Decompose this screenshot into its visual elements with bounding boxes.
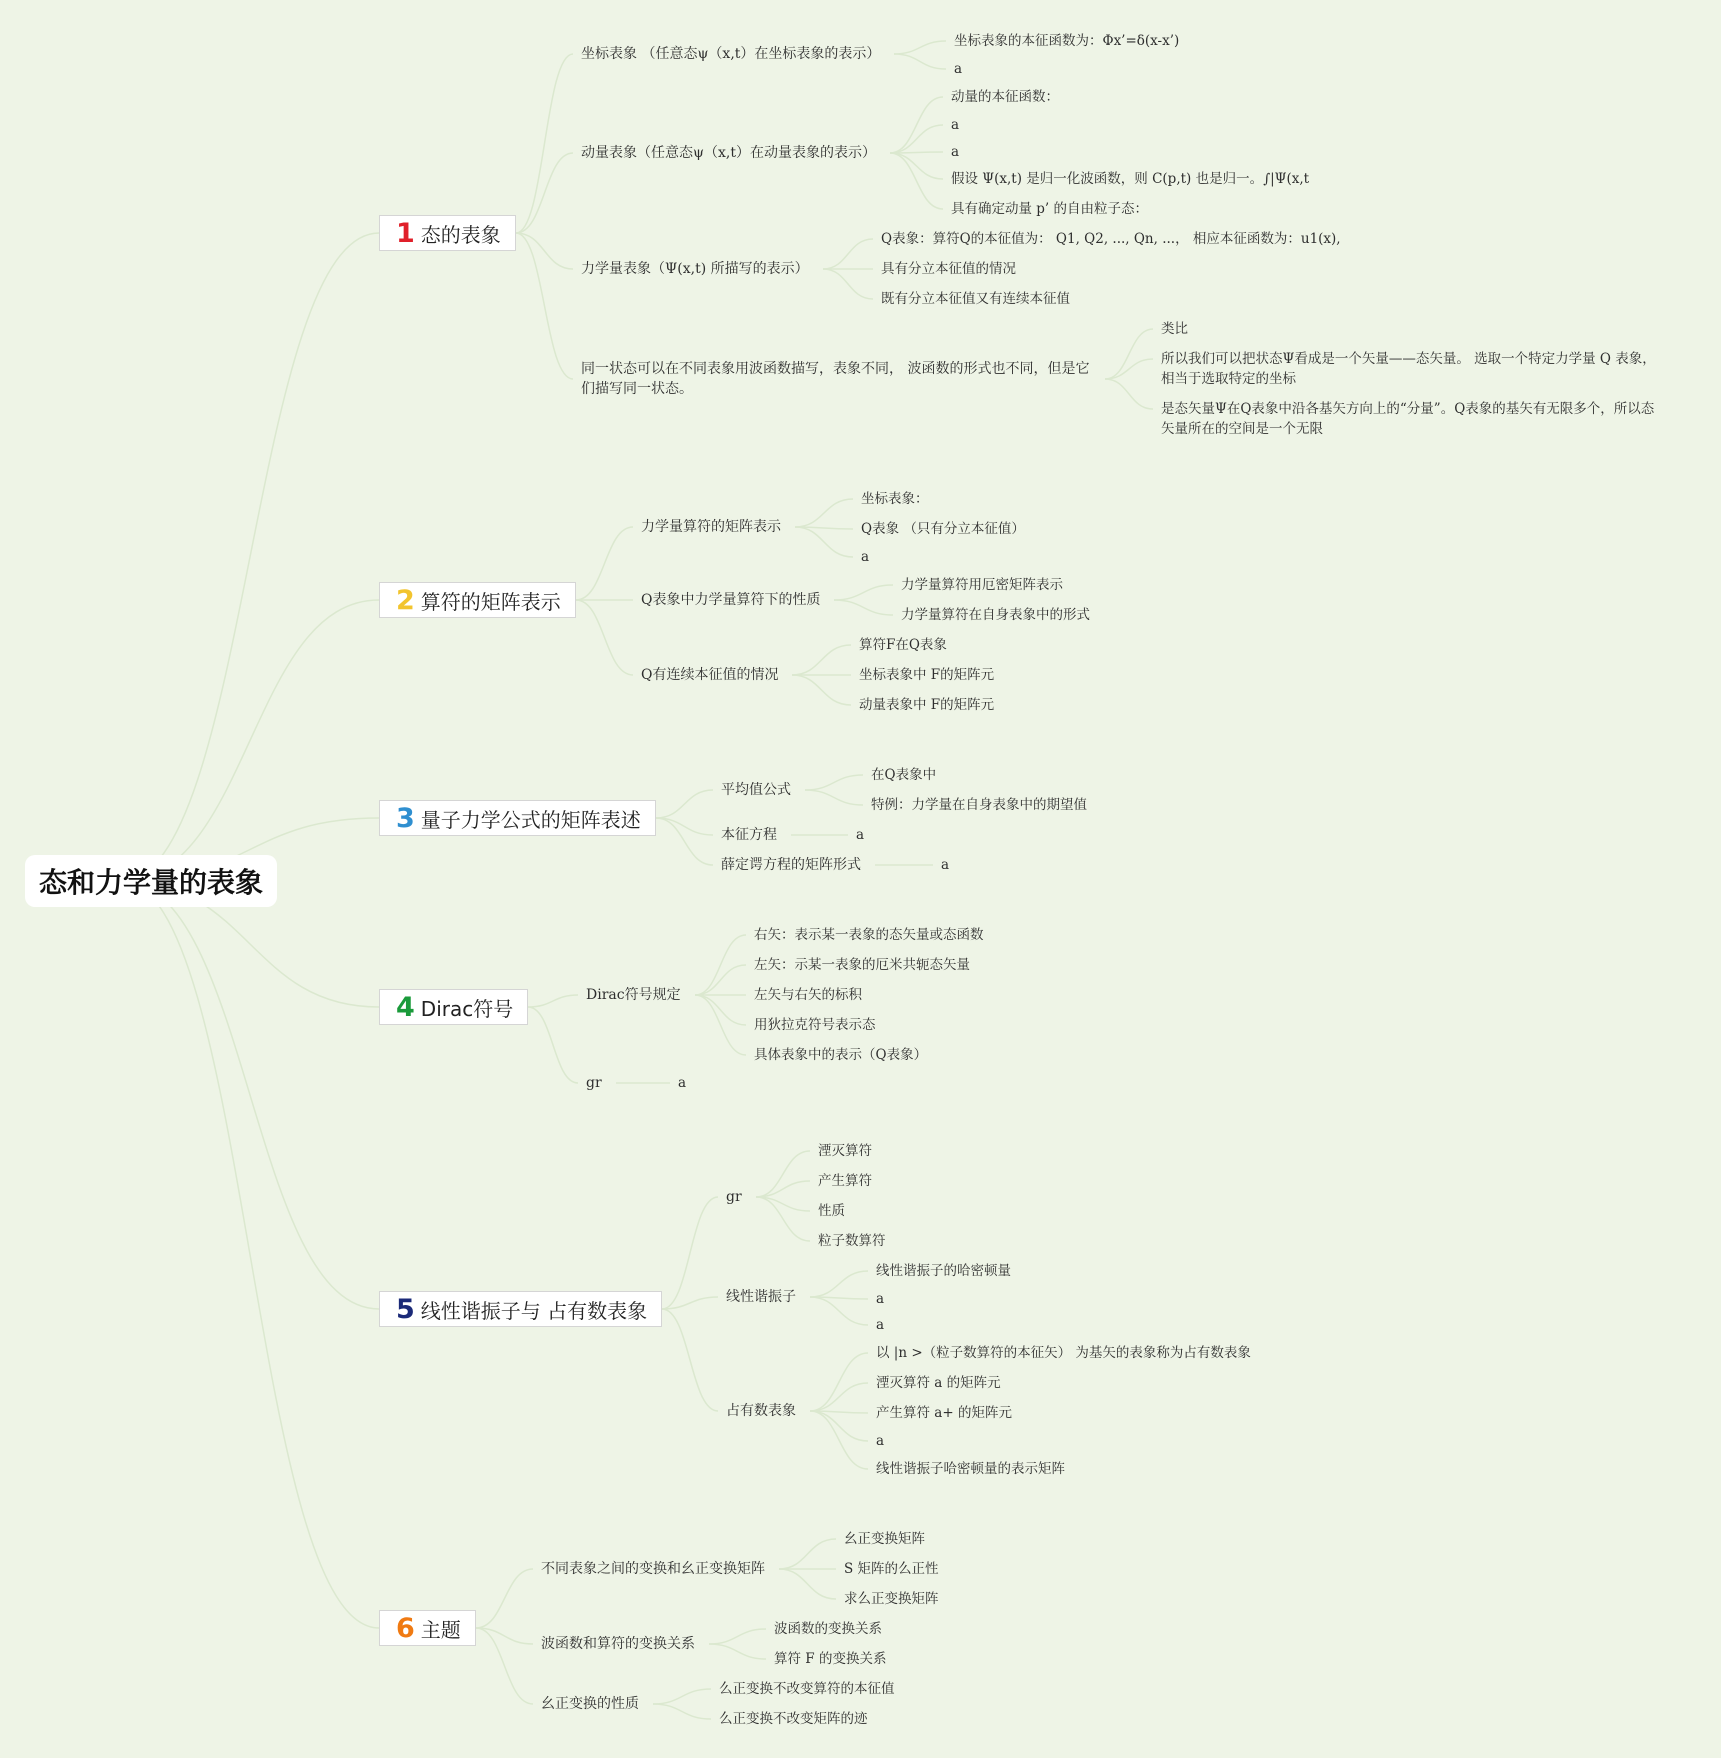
connector-line [695, 965, 746, 995]
leaf-node[interactable]: 么正变换不改变矩阵的迹 [719, 1711, 868, 1727]
leaf-node[interactable]: 具体表象中的表示（Q表象） [754, 1047, 928, 1063]
leaf-node[interactable]: 具有确定动量 p’ 的自由粒子态： [951, 201, 1149, 217]
leaf-node[interactable]: 类比 [1161, 321, 1188, 337]
leaf-node[interactable]: 波函数的变换关系 [774, 1621, 882, 1637]
subtopic[interactable]: Q有连续本征值的情况 [641, 667, 779, 683]
leaf-node[interactable]: 特例：力学量在自身表象中的期望值 [871, 797, 1087, 813]
connector-line [653, 1704, 711, 1719]
leaf-node[interactable]: 力学量算符用厄密矩阵表示 [901, 577, 1063, 593]
leaf-node[interactable]: 算符 F 的变换关系 [774, 1651, 887, 1667]
main-topic-5[interactable] [379, 1291, 662, 1327]
leaf-node[interactable]: a [954, 61, 963, 77]
leaf-node[interactable]: 在Q表象中 [871, 767, 937, 783]
connector-line [695, 995, 746, 1055]
subtopic[interactable]: 力学量算符的矩阵表示 [641, 519, 781, 535]
subtopic[interactable]: gr [726, 1189, 742, 1205]
leaf-node[interactable]: Q表象：算符Q的本征值为： Q1, Q2, ..., Qn, ...， 相应本征函数为：u1(x), [881, 231, 1341, 247]
subtopic[interactable]: 动量表象（任意态ψ（x,t）在动量表象的表示） [581, 145, 876, 161]
connector-line [792, 645, 851, 675]
leaf-node[interactable]: 动量的本征函数： [951, 89, 1059, 105]
connector-line [756, 1151, 810, 1197]
subtopic[interactable]: 薛定谔方程的矩阵形式 [721, 857, 861, 873]
connector-line [695, 995, 746, 1025]
topic-label: 线性谐振子与 占有数表象 [420, 1298, 648, 1323]
connector-line [1105, 359, 1153, 379]
connector-line [516, 153, 573, 233]
connector-line [779, 1539, 836, 1569]
leaf-node[interactable]: 以 |n >（粒子数算符的本征矢） 为基矢的表象称为占有数表象 [876, 1345, 1251, 1361]
connector-line [1105, 329, 1153, 379]
connector-line [528, 995, 578, 1007]
leaf-node[interactable]: 力学量算符在自身表象中的形式 [901, 607, 1090, 623]
connector-line [890, 125, 943, 153]
subtopic[interactable]: 本征方程 [721, 827, 777, 843]
connector-line [656, 818, 713, 835]
connector-line [656, 818, 713, 865]
connector-line [805, 775, 863, 790]
topic-number: 2 [396, 584, 415, 616]
connector-line [890, 153, 943, 179]
leaf-node[interactable]: 坐标表象的本征函数为：Φx’=δ(x-x’) [954, 33, 1180, 49]
leaf-node[interactable]: a [876, 1317, 885, 1333]
leaf-node[interactable]: 假设 Ψ(x,t) 是归一化波函数，则 C(p,t) 也是归一。∫|Ψ(x,t [951, 171, 1310, 187]
connector-line [516, 54, 573, 233]
leaf-node[interactable]: a [951, 144, 960, 160]
connector-line [792, 675, 851, 705]
connector-line [662, 1297, 718, 1309]
leaf-node[interactable]: 产生算符 a+ 的矩阵元 [876, 1405, 1012, 1421]
main-topic-3[interactable] [379, 800, 656, 836]
connector-line [121, 233, 379, 881]
connector-line [476, 1628, 533, 1704]
connector-line [779, 1569, 836, 1599]
connector-line [810, 1383, 868, 1411]
connector-line [890, 153, 943, 209]
subtopic[interactable]: 波函数和算符的变换关系 [541, 1636, 695, 1652]
leaf-node[interactable]: 左矢：示某一表象的厄米共轭态矢量 [754, 957, 970, 973]
connector-line [709, 1629, 766, 1644]
leaf-node[interactable]: a [941, 857, 950, 873]
connector-line [810, 1271, 868, 1297]
topic-number: 4 [396, 991, 415, 1023]
topic-number: 1 [396, 217, 415, 249]
connector-line [810, 1297, 868, 1325]
connector-line [576, 600, 633, 675]
connector-line [890, 97, 943, 153]
connector-line [834, 600, 893, 615]
leaf-node[interactable]: 求么正变换矩阵 [844, 1591, 939, 1607]
leaf-node[interactable]: 右矢：表示某一表象的态矢量或态函数 [754, 927, 984, 943]
connector-line [121, 881, 379, 1628]
connector-line [823, 269, 873, 299]
connector-line [834, 585, 893, 600]
leaf-node[interactable]: 粒子数算符 [818, 1233, 886, 1249]
subtopic[interactable]: gr [586, 1075, 602, 1091]
connector-line [894, 41, 946, 54]
subtopic[interactable]: 不同表象之间的变换和幺正变换矩阵 [541, 1561, 765, 1577]
leaf-node[interactable]: a [951, 117, 960, 133]
topic-number: 3 [396, 802, 415, 834]
leaf-node[interactable]: 动量表象中 F的矩阵元 [859, 697, 995, 713]
connector-line [516, 233, 573, 379]
connector-line [121, 881, 379, 1309]
leaf-node[interactable]: 湮灭算符 a 的矩阵元 [876, 1375, 1001, 1391]
root-topic[interactable]: 态和力学量的表象 [25, 855, 277, 907]
topic-label: 量子力学公式的矩阵表述 [420, 807, 641, 832]
leaf-node[interactable]: 线性谐振子哈密顿量的表示矩阵 [876, 1461, 1065, 1477]
topic-label: Dirac符号 [420, 996, 514, 1021]
subtopic[interactable]: 占有数表象 [726, 1403, 796, 1419]
connector-line [653, 1689, 711, 1704]
subtopic[interactable]: 幺正变换的性质 [541, 1696, 639, 1712]
connector-line [1105, 379, 1153, 409]
leaf-node[interactable]: Q表象 （只有分立本征值） [861, 521, 1025, 537]
leaf-node[interactable]: a [861, 549, 870, 565]
leaf-node[interactable]: 幺正变换矩阵 [844, 1531, 925, 1547]
connector-line [894, 54, 946, 69]
leaf-node[interactable]: S 矩阵的么正性 [844, 1561, 939, 1577]
connector-line [121, 600, 379, 881]
connector-line [810, 1411, 868, 1441]
leaf-node[interactable]: a [678, 1075, 687, 1091]
main-topic-2[interactable] [379, 582, 576, 618]
leaf-node[interactable]: 性质 [818, 1203, 845, 1219]
connector-line [662, 1197, 718, 1309]
leaf-node[interactable]: a [856, 827, 865, 843]
leaf-node[interactable]: 用狄拉克符号表示态 [754, 1017, 876, 1033]
subtopic[interactable]: 平均值公式 [721, 782, 791, 798]
subtopic[interactable]: 坐标表象 （任意态ψ（x,t）在坐标表象的表示） [581, 46, 881, 62]
connector-line [576, 527, 633, 600]
topic-number: 5 [396, 1293, 415, 1325]
main-topic-4[interactable] [379, 989, 528, 1025]
connector-line [476, 1569, 533, 1628]
leaf-node[interactable]: a [876, 1433, 885, 1449]
topic-label: 态的表象 [420, 222, 501, 247]
topic-label: 主题 [420, 1617, 461, 1642]
connector-line [805, 790, 863, 805]
leaf-node[interactable]: a [876, 1291, 885, 1307]
subtopic[interactable]: 力学量表象（Ψ(x,t) 所描写的表示） [581, 261, 809, 277]
main-topic-1[interactable] [379, 215, 516, 251]
leaf-node[interactable]: 坐标表象： [861, 491, 929, 507]
leaf-node[interactable]: 所以我们可以把状态Ψ看成是一个矢量——态矢量。 选取一个特定力学量 Q 表象，相当于选取特定的坐标 [1161, 351, 1656, 387]
subtopic[interactable]: Q表象中力学量算符下的性质 [641, 592, 821, 608]
leaf-node[interactable]: 左矢与右矢的标积 [754, 987, 862, 1003]
subtopic[interactable]: Dirac符号规定 [586, 987, 681, 1003]
leaf-node[interactable]: 产生算符 [818, 1173, 872, 1189]
leaf-node[interactable]: 么正变换不改变算符的本征值 [719, 1681, 895, 1697]
connector-line [695, 935, 746, 995]
leaf-node[interactable]: 线性谐振子的哈密顿量 [876, 1263, 1011, 1279]
leaf-node[interactable]: 具有分立本征值的情况 [881, 261, 1016, 277]
connector-line [656, 790, 713, 818]
leaf-node[interactable]: 湮灭算符 [818, 1143, 872, 1159]
main-topic-6[interactable] [379, 1610, 476, 1646]
connector-line [662, 1309, 718, 1411]
topic-label: 算符的矩阵表示 [420, 589, 561, 614]
subtopic[interactable]: 同一状态可以在不同表象用波函数描写，表象不同， 波函数的形式也不同，但是它们描写同一状态。 [581, 361, 1090, 397]
connector-line [795, 499, 853, 527]
topic-number: 6 [396, 1612, 415, 1644]
connector-line [795, 527, 853, 557]
connector-line [709, 1644, 766, 1659]
connector-line [823, 239, 873, 269]
leaf-node[interactable]: 坐标表象中 F的矩阵元 [859, 667, 995, 683]
connector-line [528, 1007, 578, 1083]
leaf-node[interactable]: 算符F在Q表象 [859, 637, 947, 653]
leaf-node[interactable]: 是态矢量Ψ在Q表象中沿各基矢方向上的“分量”。Q表象的基矢有无限多个，所以态矢量所在的空间是一个无限 [1161, 401, 1655, 437]
subtopic[interactable]: 线性谐振子 [726, 1289, 796, 1305]
leaf-node[interactable]: 既有分立本征值又有连续本征值 [881, 291, 1070, 307]
connector-line [810, 1353, 868, 1411]
